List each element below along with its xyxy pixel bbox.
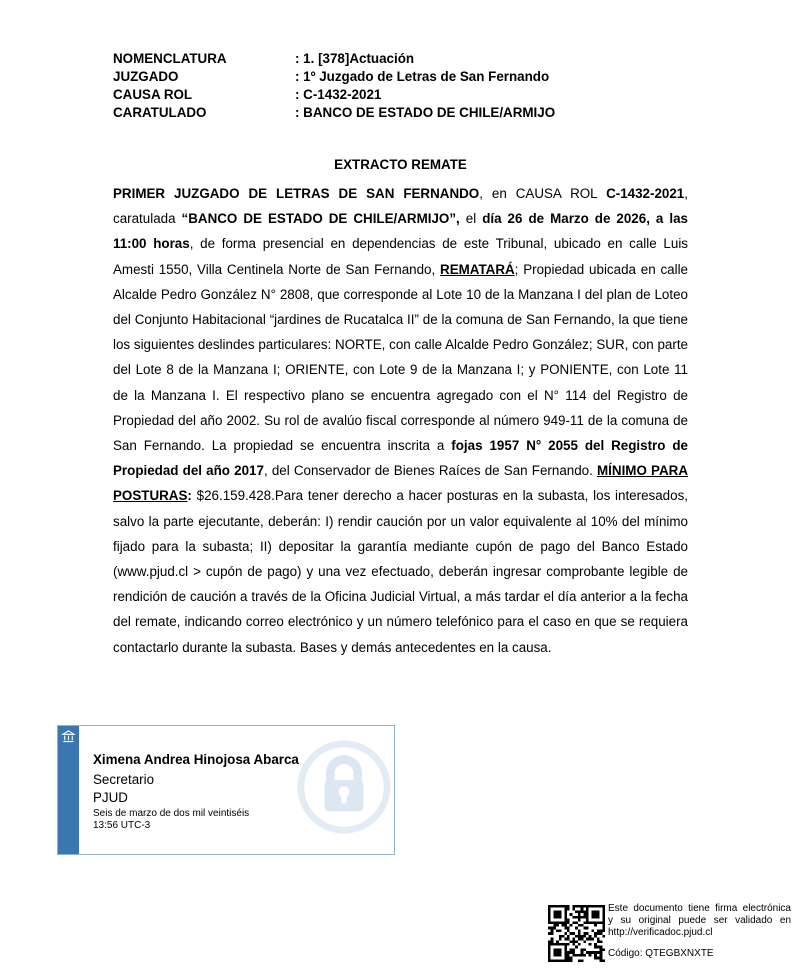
header-value: : BANCO DE ESTADO DE CHILE/ARMIJO xyxy=(295,105,556,120)
header-value: : 1. [378]Actuación xyxy=(295,51,415,66)
signature-box xyxy=(57,725,395,855)
header-value: : 1º Juzgado de Letras de San Fernando xyxy=(295,69,550,84)
header-label: CARATULADO xyxy=(113,105,207,120)
lock-icon xyxy=(295,738,393,836)
verification-code: Código: QTEGBXNXTE xyxy=(608,947,714,959)
courthouse-icon xyxy=(58,729,79,744)
signer-role: Secretario xyxy=(93,772,155,787)
verification-text-line: y su original puede ser validado en xyxy=(608,915,791,927)
header-label: JUZGADO xyxy=(113,69,179,84)
verification-footer xyxy=(608,903,791,960)
signature-side-bar xyxy=(58,726,79,854)
verification-url: http://verificadoc.pjud.cl xyxy=(608,927,713,939)
qr-code xyxy=(548,905,605,962)
header-label: CAUSA ROL xyxy=(113,87,193,102)
header-label: NOMENCLATURA xyxy=(113,51,227,66)
signer-org: PJUD xyxy=(93,790,128,805)
signature-date: Seis de marzo de dos mil veintiséis xyxy=(93,808,250,819)
page-title: EXTRACTO REMATE xyxy=(334,157,467,172)
header-row-causa-rol xyxy=(113,86,555,104)
body-paragraph: PRIMER JUZGADO DE LETRAS DE SAN FERNANDO, en CAUSA ROL C-1432-2021, caratulada “BANCO DE ESTADO DE CHILE/ARMIJO”, el día 26 de Marzo de 2026, a las 11:00 horas, de forma presencial en dependencias de este Tribunal, ubicado en calle Luis Amesti 1550, Villa Centinela Norte de San Fernando, REMATARÁ; Propiedad ubicada en calle Alcalde Pedro González N° 2808, que corresponde al Lote 10 de la Manzana I del plan de Loteo del Conjunto Habitacional “jardines de Rucatalca II” de la comuna de San Fernando, la que tiene los siguientes deslindes particulares: NORTE, con calle Alcalde Pedro González; SUR, con parte del Lote 8 de la Manzana I; ORIENTE, con Lote 9 de la Manzana I; y PONIENTE, con Lote 11 de la Manzana I. El respectivo plano se encuentra agregado con el N° 114 del Registro de Propiedad del año 2002. Su rol de avalúo fiscal corresponde al número 949-11 de la comuna de San Fernando. La propiedad se encuentra inscrita a fojas 1957 N° 2055 del Registro de Propiedad del año 2017, del Conservador de Bienes Raíces de San Fernando. MÍNIMO PARA POSTURAS: $26.159.428.Para tener derecho a hacer posturas en la subasta, los interesados, salvo la parte ejecutante, deberán: I) rendir caución por un valor equivalente al 10% del mínimo fijado para la subasta; II) depositar la garantía mediante cupón de pago del Banco Estado (www.pjud.cl > cupón de pago) y una vez efectuado, deberán ingresar comprobante legible de rendición de caución a través de la Oficina Judicial Virtual, a más tardar el día anterior a la fecha del remate, indicando correo electrónico y un número telefónico para el caso en que se requiera contactarlo durante la subasta. Bases y demás antecedentes en la causa. xyxy=(113,186,689,655)
header-row-caratulado xyxy=(113,104,555,122)
signature-time: 13:56 UTC-3 xyxy=(93,819,151,831)
verification-text-line: Este documento tiene firma electrónica xyxy=(608,903,791,914)
signature-content xyxy=(93,752,299,831)
header-value: : C-1432-2021 xyxy=(295,87,382,102)
header-row-juzgado xyxy=(113,68,555,86)
header-row-nomenclatura xyxy=(113,50,555,68)
signer-name: Ximena Andrea Hinojosa Abarca xyxy=(93,752,299,767)
case-header xyxy=(113,50,555,122)
